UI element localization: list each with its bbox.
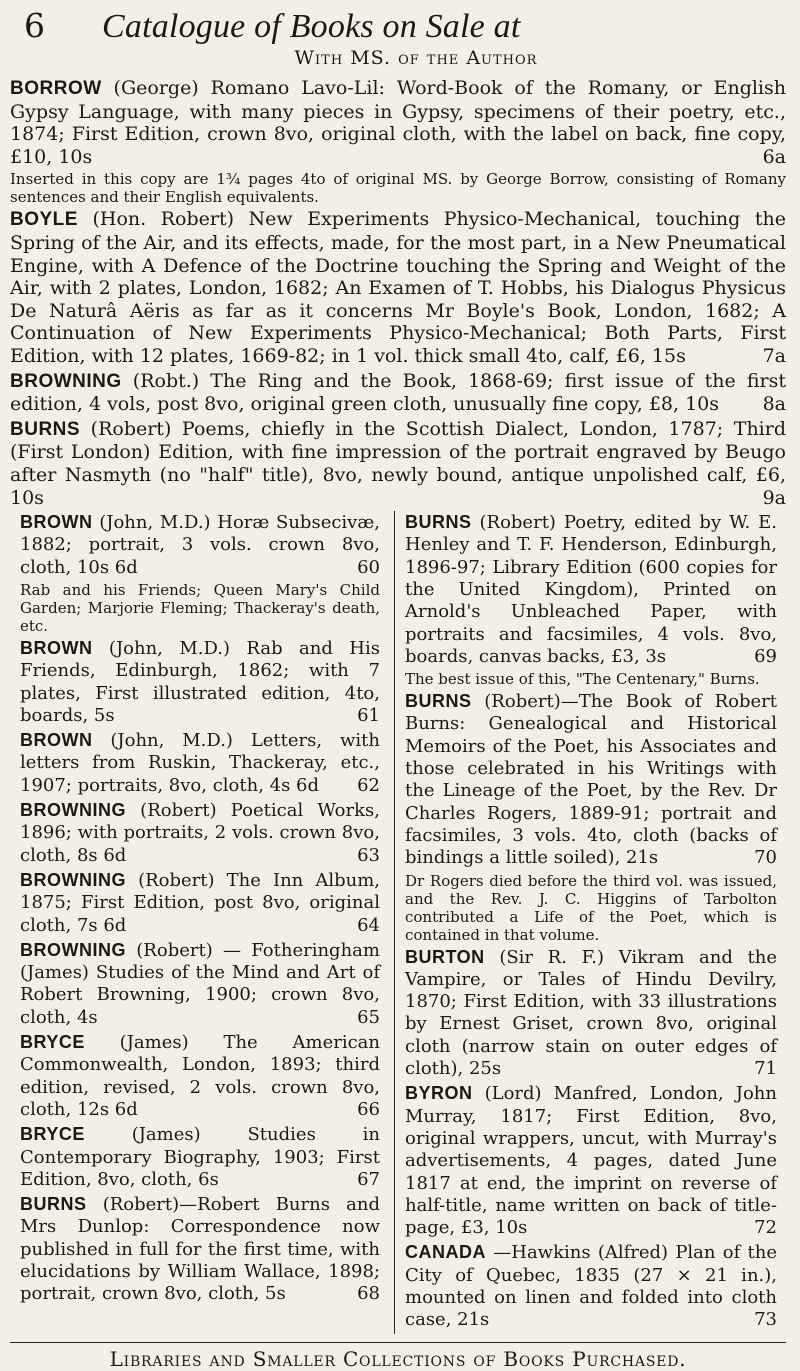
entry-description: (Robert)—Robert Burns and Mrs Dunlop: Correspondence now published in full for the first time, with elucidations by William Wallace, 1898; portrait, crown 8vo, cloth, 5s — [20, 1194, 380, 1305]
author-name: BORROW — [10, 78, 102, 99]
author-name: BURTON — [405, 946, 485, 967]
entry-number: 68 — [357, 1283, 380, 1305]
entry-number: 7a — [762, 344, 786, 367]
catalogue-entry — [10, 418, 786, 509]
entry-number: 66 — [357, 1098, 380, 1120]
entry-description: (Robert) Poetical Works, 1896; with portraits, 2 vols. crown 8vo, cloth, 8s 6d — [20, 800, 380, 866]
entry-number: 61 — [357, 704, 380, 726]
entry-description: (Robert)—The Book of Robert Burns: Genealogical and Historical Memoirs of the Poet, his Associates and those celebrated in his Writings with the Lineage of the Poet, by the Rev. Dr Charles Rogers, 1889-91; portrait and facsimiles, 3 vols. 4to, cloth (backs of bindings a little soiled), 21s — [405, 691, 777, 869]
full-width-entries — [10, 77, 786, 509]
entry-description: (James) Studies in Contemporary Biography, 1903; First Edition, 8vo, cloth, 6s — [20, 1124, 380, 1190]
entry-number: 64 — [357, 914, 380, 936]
catalogue-entry — [20, 799, 380, 867]
catalogue-entry — [10, 370, 786, 416]
author-name: CANADA — [405, 1242, 486, 1263]
author-name: BYRON — [405, 1083, 473, 1104]
author-name: BOYLE — [10, 209, 78, 231]
author-name: BROWN — [20, 730, 93, 751]
page-footer: Libraries and Smaller Collections of Books Purchased. — [10, 1342, 786, 1371]
entry-description: (Hon. Robert) New Experiments Physico-Mechanical, touching the Spring of the Air, and its effects, made, for the most part, in a New Pneumatical Engine, with A Defence of the Doctrine touching the Spring and Weight of the Air, with 2 plates, London, 1682; An Examen of T. Hobbs, his Dialogus Physicus De Naturâ Aëris as far as it concerns Mr Boyle's Book, London, 1682; A Continuation of New Experiments Physico-Mechanical; Both Parts, First Edition, with 12 plates, 1669-82; in 1 vol. thick small 4to, calf, £6, 15s — [10, 208, 786, 367]
author-name: BROWNING — [20, 800, 126, 821]
catalogue-entry — [20, 1193, 380, 1305]
author-name: BROWN — [20, 512, 93, 533]
author-name: BRYCE — [20, 1032, 85, 1053]
author-name: BURNS — [10, 418, 81, 440]
catalogue-entry — [20, 511, 380, 579]
right-column — [394, 511, 777, 1334]
section-subtitle: With MS. of the Author — [294, 47, 538, 69]
page-header — [10, 0, 786, 46]
entry-description: (Lord) Manfred, London, John Murray, 1817; First Edition, 8vo, original wrappers, uncut, with Murray's advertisements, 4 pages, dated June 1817 at end, the imprint on reverse of half-title, name written on back of title-page, £3, 10s — [405, 1083, 777, 1239]
author-name: BROWNING — [20, 869, 126, 890]
entry-number: 65 — [357, 1006, 380, 1028]
author-name: BURNS — [405, 512, 472, 533]
entry-description: (George) Romano Lavo-Lil: Word-Book of the Romany, or English Gypsy Language, with many pieces in Gypsy, specimens of their poetry, etc., 1874; First Edition, crown 8vo, original cloth, with the label on back, fine copy, £10, 10s — [10, 77, 786, 168]
left-column — [10, 511, 394, 1334]
author-name: BURNS — [405, 691, 472, 712]
catalogue-entry — [20, 939, 380, 1029]
entry-number: 72 — [754, 1217, 777, 1239]
entry-description: (Robert) Poetry, edited by W. E. Henley and T. F. Henderson, Edinburgh, 1896-97; Library Edition (600 copies for the United Kingdom), Printed on Arnold's Unbleached Paper, with portraits and facsimiles, 4 vols. 8vo, boards, canvas backs, £3, 3s — [405, 512, 777, 667]
catalogue-entry — [405, 946, 777, 1081]
entry-number: 69 — [754, 645, 777, 667]
entry-description: (John, M.D.) Rab and His Friends, Edinburgh, 1862; with 7 plates, First illustrated edition, 4to, boards, 5s — [20, 637, 380, 726]
catalogue-entry — [10, 208, 786, 367]
entry-description: (Robert) — Fotheringham (James) Studies of the Mind and Art of Robert Browning, 1900; crown 8vo, cloth, 4s — [20, 939, 380, 1028]
entry-note: The best issue of this, "The Centenary," Burns. — [405, 670, 760, 689]
entry-note: Dr Rogers died before the third vol. was issued, and the Rev. J. C. Higgins of Tarbolton contributed a Life of the Poet, which is contained in that volume. — [405, 871, 777, 944]
entry-description: (Robert) The Inn Album, 1875; First Edition, post 8vo, original cloth, 7s 6d — [20, 869, 380, 936]
catalogue-entry — [405, 511, 777, 668]
catalogue-entry — [405, 1082, 777, 1239]
entry-description: (James) The American Commonwealth, London, 1893; third edition, revised, 2 vols. crown 8vo, cloth, 12s 6d — [20, 1032, 380, 1120]
entry-number: 71 — [754, 1058, 777, 1080]
entry-description: (John, M.D.) Horæ Subsecivæ, 1882; portrait, 3 vols. crown 8vo, cloth, 10s 6d — [20, 512, 380, 578]
entry-description: (Robert) Poems, chiefly in the Scottish Dialect, London, 1787; Third (First London) Edition, with fine impression of the portrait engraved by Beugo after Nasmyth (no "half" title), 8vo, newly bound, antique unpolished calf, £6, 10s — [10, 417, 787, 509]
entry-number: 6a — [762, 145, 786, 168]
page-number: 6 — [24, 6, 45, 45]
entry-number: 67 — [357, 1168, 380, 1190]
catalogue-entry — [20, 637, 380, 727]
entry-number: 70 — [754, 847, 777, 869]
author-name: BRYCE — [20, 1124, 85, 1145]
author-name: BURNS — [20, 1194, 87, 1215]
entry-note: Inserted in this copy are 1¾ pages 4to of original MS. by George Borrow, consisting of Romany sentences and their English equivalents. — [10, 170, 786, 207]
entry-number: 8a — [762, 393, 786, 416]
entry-number: 62 — [357, 774, 380, 796]
page-title: Catalogue of Books on Sale at — [102, 8, 521, 45]
catalogue-entry — [20, 1031, 380, 1121]
author-name: BROWNING — [10, 370, 122, 392]
catalogue-entry — [20, 729, 380, 797]
entry-note: Rab and his Friends; Queen Mary's Child Garden; Marjorie Fleming; Thackeray's death, etc. — [20, 580, 380, 635]
catalogue-entry — [20, 869, 380, 937]
entry-description: —Hawkins (Alfred) Plan of the City of Quebec, 1835 (27 × 21 in.), mounted on linen and folded into cloth case, 21s — [405, 1242, 777, 1331]
entry-description: (Robt.) The Ring and the Book, 1868-69; first issue of the first edition, 4 vols, post 8vo, original green cloth, unusually fine copy, £8, 10s — [10, 369, 786, 416]
entry-description: (John, M.D.) Letters, with letters from Ruskin, Thackeray, etc., 1907; portraits, 8vo, cloth, 4s 6d — [20, 730, 380, 796]
catalogue-entry — [10, 77, 786, 168]
two-column-listing — [10, 511, 786, 1334]
entry-number: 60 — [357, 556, 380, 578]
entry-number: 73 — [754, 1309, 777, 1331]
entry-number: 63 — [357, 844, 380, 866]
catalogue-entry — [405, 690, 777, 869]
catalogue-entry — [20, 1123, 380, 1191]
author-name: BROWN — [20, 637, 93, 658]
entry-description: (Sir R. F.) Vikram and the Vampire, or Tales of Hindu Devilry, 1870; First Edition, with 33 illustrations by Ernest Griset, crown 8vo, original cloth (narrow stain on outer edges of cloth), 25s — [405, 946, 777, 1080]
author-name: BROWNING — [20, 939, 126, 960]
entry-number: 9a — [762, 486, 786, 509]
catalogue-entry — [405, 1241, 777, 1331]
